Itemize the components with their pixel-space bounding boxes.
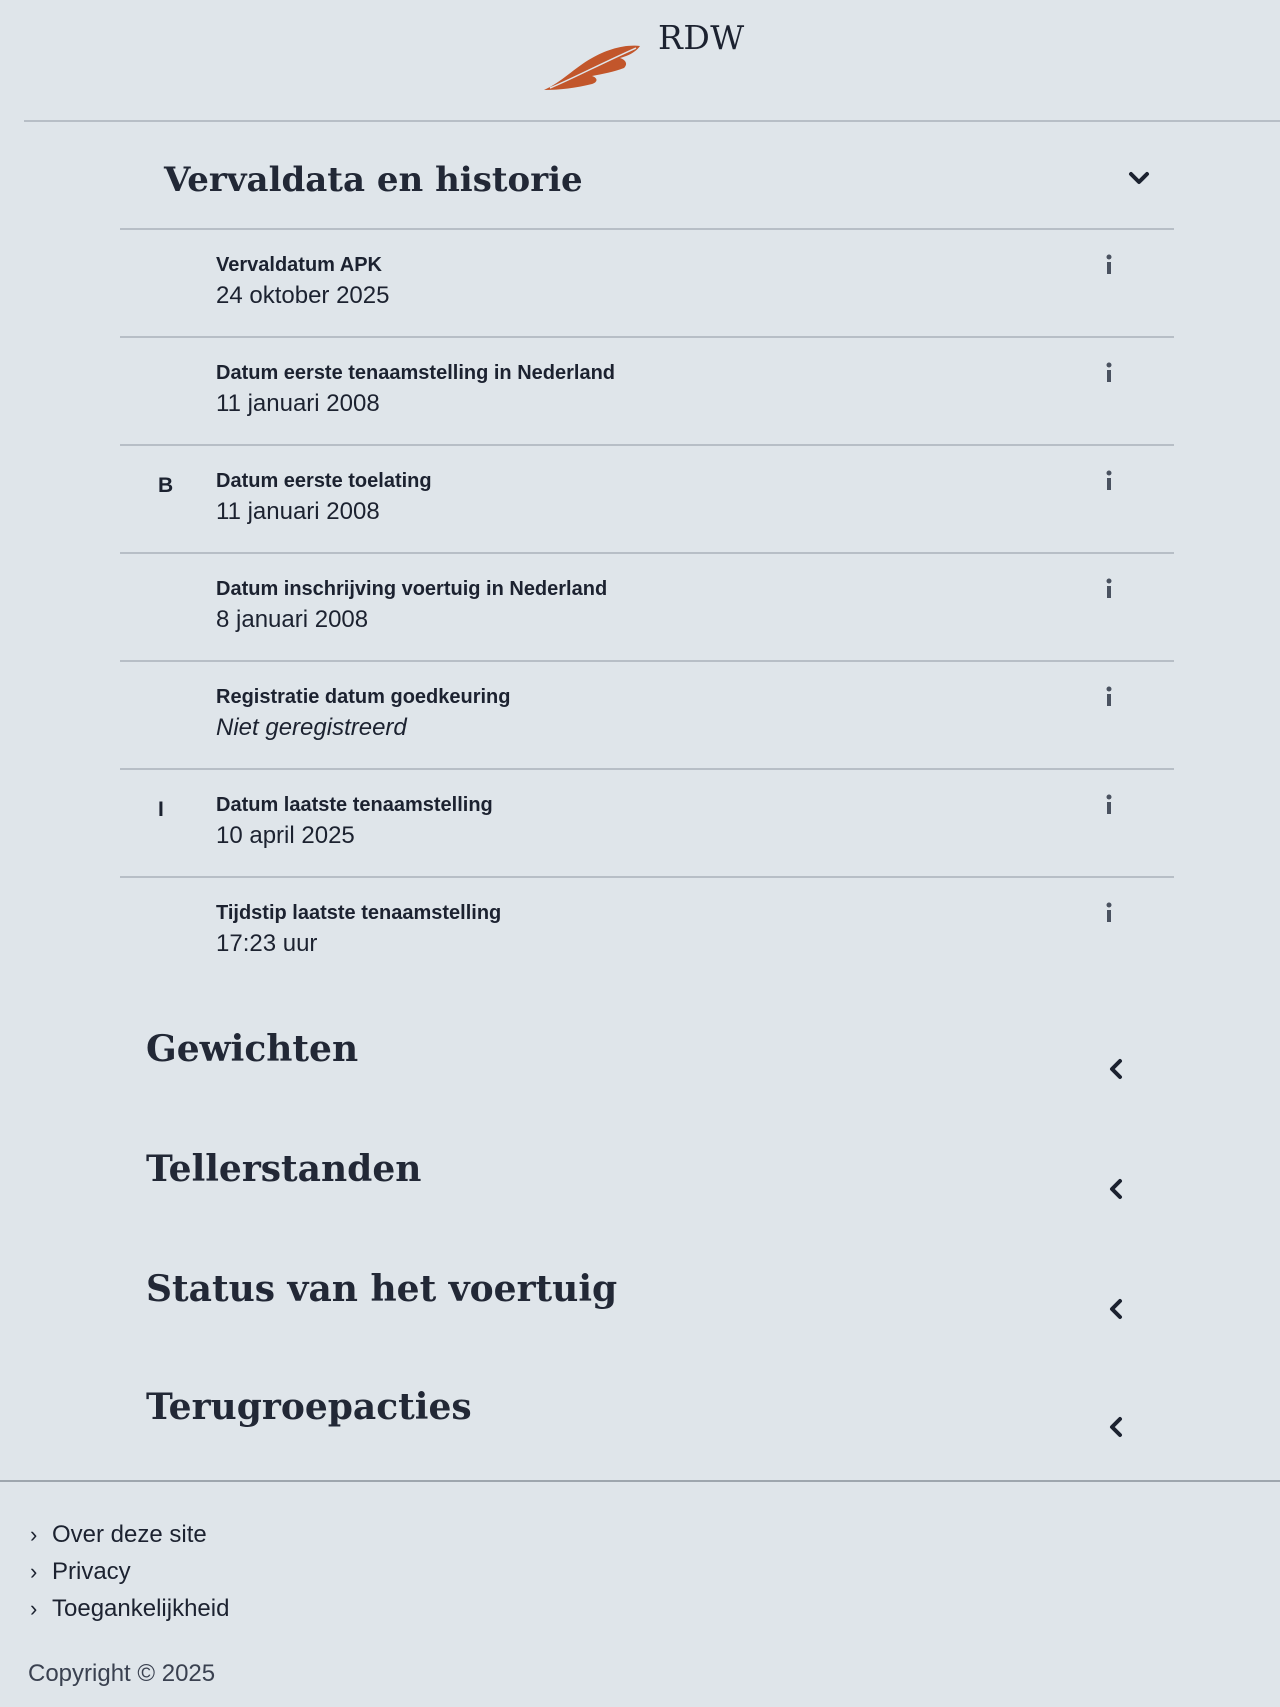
field-row-datum-inschrijving-nl — [120, 554, 1174, 662]
field-row-vervaldatum-apk — [120, 230, 1174, 338]
section-vervaldata-en-historie — [120, 140, 1174, 984]
field-value: 11 januari 2008 — [216, 498, 380, 525]
section-title: Vervaldata en historie — [164, 160, 583, 200]
logo-text: RDW — [658, 18, 745, 57]
info-icon[interactable] — [1100, 576, 1118, 602]
field-value: Niet geregistreerd — [216, 714, 407, 741]
field-label: Datum eerste tenaamstelling in Nederland — [216, 362, 616, 384]
field-label: Datum inschrijving voertuig in Nederland — [216, 578, 608, 600]
chevron-right-icon: › — [30, 1521, 38, 1547]
footer-link-toegankelijkheid[interactable] — [30, 1590, 229, 1627]
chevron-left-icon[interactable] — [1100, 1052, 1134, 1086]
info-icon[interactable] — [1100, 684, 1118, 710]
info-icon[interactable] — [1100, 360, 1118, 386]
chevron-right-icon: › — [30, 1595, 38, 1621]
field-code-letter: I — [158, 798, 164, 821]
field-label: Tijdstip laatste tenaamstelling — [216, 902, 502, 924]
section-header[interactable] — [120, 140, 1174, 230]
site-header — [0, 0, 1280, 120]
section-status-van-het-voertuig[interactable] — [120, 1248, 1174, 1348]
field-row-datum-laatste-tenaamstelling — [120, 770, 1174, 878]
section-title: Gewichten — [146, 1028, 359, 1070]
info-icon[interactable] — [1100, 468, 1118, 494]
footer-links — [30, 1516, 229, 1627]
chevron-left-icon[interactable] — [1100, 1172, 1134, 1206]
section-title: Status van het voertuig — [146, 1268, 618, 1310]
section-title: Tellerstanden — [146, 1148, 422, 1190]
field-label: Registratie datum goedkeuring — [216, 686, 511, 708]
field-label: Vervaldatum APK — [216, 254, 382, 276]
field-code-letter: B — [158, 474, 174, 497]
field-value: 10 april 2025 — [216, 822, 355, 849]
chevron-right-icon: › — [30, 1558, 38, 1584]
copyright-text: Copyright © 2025 — [28, 1660, 216, 1687]
footer-link-over-deze-site[interactable] — [30, 1516, 229, 1553]
info-icon[interactable] — [1100, 900, 1118, 926]
header-divider — [24, 120, 1280, 122]
footer-divider — [0, 1480, 1280, 1482]
field-value: 11 januari 2008 — [216, 390, 380, 417]
footer-link-label: Toegankelijkheid — [52, 1594, 230, 1622]
section-title: Terugroepacties — [146, 1386, 472, 1428]
section-gewichten[interactable] — [120, 1008, 1174, 1108]
section-terugroepacties[interactable] — [120, 1366, 1174, 1466]
field-label: Datum laatste tenaamstelling — [216, 794, 493, 816]
footer-link-label: Privacy — [52, 1557, 131, 1585]
footer-link-privacy[interactable] — [30, 1553, 229, 1590]
field-row-tijdstip-laatste-tenaamstelling — [120, 878, 1174, 984]
chevron-left-icon[interactable] — [1100, 1410, 1134, 1444]
info-icon[interactable] — [1100, 252, 1118, 278]
field-value: 24 oktober 2025 — [216, 282, 390, 309]
info-icon[interactable] — [1100, 792, 1118, 818]
field-row-datum-eerste-tenaamstelling-nl — [120, 338, 1174, 446]
field-row-registratie-datum-goedkeuring — [120, 662, 1174, 770]
section-tellerstanden[interactable] — [120, 1128, 1174, 1228]
rdw-feather-logo-icon[interactable] — [540, 38, 645, 94]
field-row-datum-eerste-toelating — [120, 446, 1174, 554]
field-label: Datum eerste toelating — [216, 470, 432, 492]
field-value: 8 januari 2008 — [216, 606, 369, 633]
field-value: 17:23 uur — [216, 930, 318, 957]
footer-link-label: Over deze site — [52, 1520, 207, 1548]
chevron-left-icon[interactable] — [1100, 1292, 1134, 1326]
chevron-down-icon[interactable] — [1122, 162, 1156, 196]
